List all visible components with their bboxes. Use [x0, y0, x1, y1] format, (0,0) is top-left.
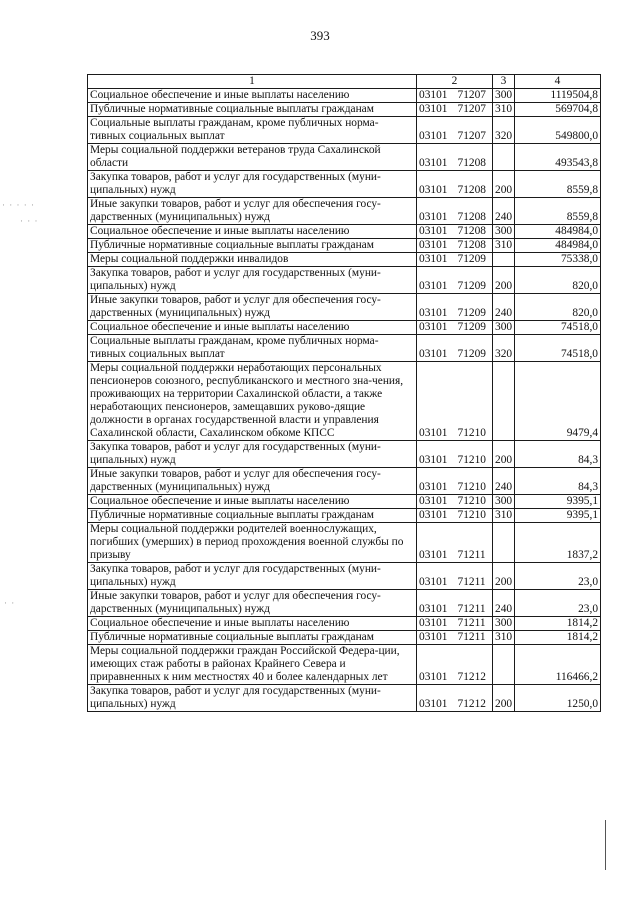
header-col-3: 3	[493, 75, 515, 89]
row-description: Иные закупки товаров, работ и услуг для обеспечения госу-дарственных (муниципальных) нужд	[88, 590, 417, 617]
row-description: Публичные нормативные социальные выплаты гражданам	[88, 239, 417, 253]
row-code: 03101	[417, 239, 456, 253]
row-type	[493, 253, 515, 267]
row-amount: 74518,0	[515, 335, 601, 362]
row-amount: 569704,8	[515, 103, 601, 117]
row-amount: 820,0	[515, 294, 601, 321]
header-col-2: 2	[417, 75, 493, 89]
row-type	[493, 645, 515, 685]
row-type: 310	[493, 239, 515, 253]
row-subcode: 71208	[456, 225, 493, 239]
row-subcode: 71209	[456, 253, 493, 267]
row-description: Меры социальной поддержки родителей военнослужащих, погибших (умерших) в период прохождения военной службы по призыву	[88, 523, 417, 563]
row-description: Меры социальной поддержки неработающих персональных пенсионеров союзного, республиканского и местного зна-чения, проживающих на территории Сахалинской области, а также неработающих пенсионеров, замещавших руково-дящие должности в органах государственной власти и управления Сахалинской области, Сахалинском обкоме КПСС	[88, 362, 417, 441]
row-subcode: 71208	[456, 198, 493, 225]
row-code: 03101	[417, 468, 456, 495]
table-row	[88, 563, 601, 590]
row-code: 03101	[417, 523, 456, 563]
row-type: 240	[493, 590, 515, 617]
row-subcode: 71209	[456, 335, 493, 362]
table-row	[88, 468, 601, 495]
row-amount: 8559,8	[515, 171, 601, 198]
scan-noise-mark: · ·	[4, 598, 16, 608]
row-type	[493, 144, 515, 171]
row-amount: 1250,0	[515, 685, 601, 712]
row-code: 03101	[417, 335, 456, 362]
row-type: 240	[493, 198, 515, 225]
row-subcode: 71212	[456, 685, 493, 712]
row-amount: 1814,2	[515, 617, 601, 631]
table-row	[88, 495, 601, 509]
row-subcode: 71209	[456, 267, 493, 294]
row-type: 240	[493, 294, 515, 321]
row-code: 03101	[417, 441, 456, 468]
row-description: Социальное обеспечение и иные выплаты населению	[88, 225, 417, 239]
row-code: 03101	[417, 171, 456, 198]
row-amount: 1119504,8	[515, 89, 601, 103]
page-number: 393	[310, 28, 330, 43]
table-row	[88, 294, 601, 321]
row-description: Меры социальной поддержки граждан Российской Федера-ции, имеющих стаж работы в районах Крайнего Севера и приравненных к ним местностях 40 и более календарных лет	[88, 645, 417, 685]
row-type: 240	[493, 468, 515, 495]
row-subcode: 71208	[456, 239, 493, 253]
row-type: 200	[493, 267, 515, 294]
row-amount: 23,0	[515, 590, 601, 617]
header-col-4: 4	[515, 75, 601, 89]
row-amount: 23,0	[515, 563, 601, 590]
row-amount: 74518,0	[515, 321, 601, 335]
row-subcode: 71211	[456, 523, 493, 563]
row-type: 300	[493, 495, 515, 509]
row-description: Социальное обеспечение и иные выплаты населению	[88, 617, 417, 631]
row-amount: 549800,0	[515, 117, 601, 144]
table-row	[88, 267, 601, 294]
row-type: 300	[493, 225, 515, 239]
row-subcode: 71207	[456, 103, 493, 117]
row-subcode: 71212	[456, 645, 493, 685]
row-amount: 1814,2	[515, 631, 601, 645]
row-subcode: 71208	[456, 171, 493, 198]
table-row	[88, 89, 601, 103]
table-row	[88, 253, 601, 267]
scan-noise-mark: · · · · ·	[2, 200, 35, 210]
table-row	[88, 321, 601, 335]
row-type	[493, 362, 515, 441]
row-type: 300	[493, 617, 515, 631]
row-amount: 75338,0	[515, 253, 601, 267]
row-code: 03101	[417, 225, 456, 239]
row-amount: 84,3	[515, 441, 601, 468]
row-description: Публичные нормативные социальные выплаты гражданам	[88, 509, 417, 523]
table-row	[88, 103, 601, 117]
row-code: 03101	[417, 495, 456, 509]
row-code: 03101	[417, 103, 456, 117]
row-subcode: 71211	[456, 590, 493, 617]
row-code: 03101	[417, 267, 456, 294]
row-code: 03101	[417, 144, 456, 171]
row-description: Иные закупки товаров, работ и услуг для обеспечения госу-дарственных (муниципальных) нужд	[88, 198, 417, 225]
row-amount: 84,3	[515, 468, 601, 495]
row-amount: 116466,2	[515, 645, 601, 685]
row-code: 03101	[417, 294, 456, 321]
table-row	[88, 144, 601, 171]
row-type: 320	[493, 117, 515, 144]
row-type: 310	[493, 103, 515, 117]
table-row	[88, 225, 601, 239]
header-col-1: 1	[88, 75, 417, 89]
row-subcode: 71211	[456, 563, 493, 590]
row-description: Публичные нормативные социальные выплаты гражданам	[88, 631, 417, 645]
row-type: 200	[493, 441, 515, 468]
table-row	[88, 335, 601, 362]
table-header-row	[88, 75, 601, 89]
row-description: Иные закупки товаров, работ и услуг для обеспечения госу-дарственных (муниципальных) нужд	[88, 468, 417, 495]
row-type: 200	[493, 685, 515, 712]
row-subcode: 71207	[456, 117, 493, 144]
row-code: 03101	[417, 509, 456, 523]
table-row	[88, 239, 601, 253]
row-code: 03101	[417, 645, 456, 685]
row-description: Закупка товаров, работ и услуг для государственных (муни-ципальных) нужд	[88, 685, 417, 712]
row-type	[493, 523, 515, 563]
row-type: 320	[493, 335, 515, 362]
scan-margin-line	[605, 820, 606, 870]
row-amount: 820,0	[515, 267, 601, 294]
row-description: Публичные нормативные социальные выплаты гражданам	[88, 103, 417, 117]
table-row	[88, 590, 601, 617]
row-amount: 9479,4	[515, 362, 601, 441]
row-subcode: 71209	[456, 294, 493, 321]
row-description: Социальные выплаты гражданам, кроме публичных норма-тивных социальных выплат	[88, 335, 417, 362]
row-amount: 9395,1	[515, 495, 601, 509]
table-row	[88, 631, 601, 645]
budget-table	[87, 74, 601, 712]
row-description: Закупка товаров, работ и услуг для государственных (муни-ципальных) нужд	[88, 563, 417, 590]
row-subcode: 71208	[456, 144, 493, 171]
row-code: 03101	[417, 253, 456, 267]
row-subcode: 71211	[456, 631, 493, 645]
row-type: 310	[493, 631, 515, 645]
row-code: 03101	[417, 631, 456, 645]
row-subcode: 71209	[456, 321, 493, 335]
table-row	[88, 523, 601, 563]
row-type: 200	[493, 171, 515, 198]
row-amount: 484984,0	[515, 239, 601, 253]
row-amount: 484984,0	[515, 225, 601, 239]
row-subcode: 71210	[456, 509, 493, 523]
row-amount: 8559,8	[515, 198, 601, 225]
row-amount: 493543,8	[515, 144, 601, 171]
table-row	[88, 509, 601, 523]
row-code: 03101	[417, 321, 456, 335]
row-type: 300	[493, 89, 515, 103]
row-code: 03101	[417, 685, 456, 712]
table-row	[88, 645, 601, 685]
row-description: Социальное обеспечение и иные выплаты населению	[88, 495, 417, 509]
scan-noise-mark: · · ·	[20, 216, 39, 226]
row-subcode: 71210	[456, 468, 493, 495]
row-type: 200	[493, 563, 515, 590]
row-description: Закупка товаров, работ и услуг для государственных (муни-ципальных) нужд	[88, 171, 417, 198]
table-row	[88, 171, 601, 198]
row-code: 03101	[417, 563, 456, 590]
row-code: 03101	[417, 198, 456, 225]
row-subcode: 71210	[456, 362, 493, 441]
row-subcode: 71207	[456, 89, 493, 103]
row-description: Закупка товаров, работ и услуг для государственных (муни-ципальных) нужд	[88, 267, 417, 294]
row-description: Иные закупки товаров, работ и услуг для обеспечения госу-дарственных (муниципальных) нужд	[88, 294, 417, 321]
table-row	[88, 362, 601, 441]
row-type: 310	[493, 509, 515, 523]
row-code: 03101	[417, 617, 456, 631]
row-amount: 1837,2	[515, 523, 601, 563]
table-row	[88, 441, 601, 468]
row-description: Социальное обеспечение и иные выплаты населению	[88, 321, 417, 335]
row-subcode: 71211	[456, 617, 493, 631]
row-code: 03101	[417, 590, 456, 617]
table-row	[88, 198, 601, 225]
table-row	[88, 617, 601, 631]
row-subcode: 71210	[456, 441, 493, 468]
row-type: 300	[493, 321, 515, 335]
row-amount: 9395,1	[515, 509, 601, 523]
row-description: Социальное обеспечение и иные выплаты населению	[88, 89, 417, 103]
table-row	[88, 685, 601, 712]
row-code: 03101	[417, 117, 456, 144]
row-description: Социальные выплаты гражданам, кроме публичных норма-тивных социальных выплат	[88, 117, 417, 144]
row-code: 03101	[417, 362, 456, 441]
row-description: Меры социальной поддержки ветеранов труда Сахалинской области	[88, 144, 417, 171]
table-row	[88, 117, 601, 144]
row-subcode: 71210	[456, 495, 493, 509]
row-description: Меры социальной поддержки инвалидов	[88, 253, 417, 267]
row-code: 03101	[417, 89, 456, 103]
row-description: Закупка товаров, работ и услуг для государственных (муни-ципальных) нужд	[88, 441, 417, 468]
